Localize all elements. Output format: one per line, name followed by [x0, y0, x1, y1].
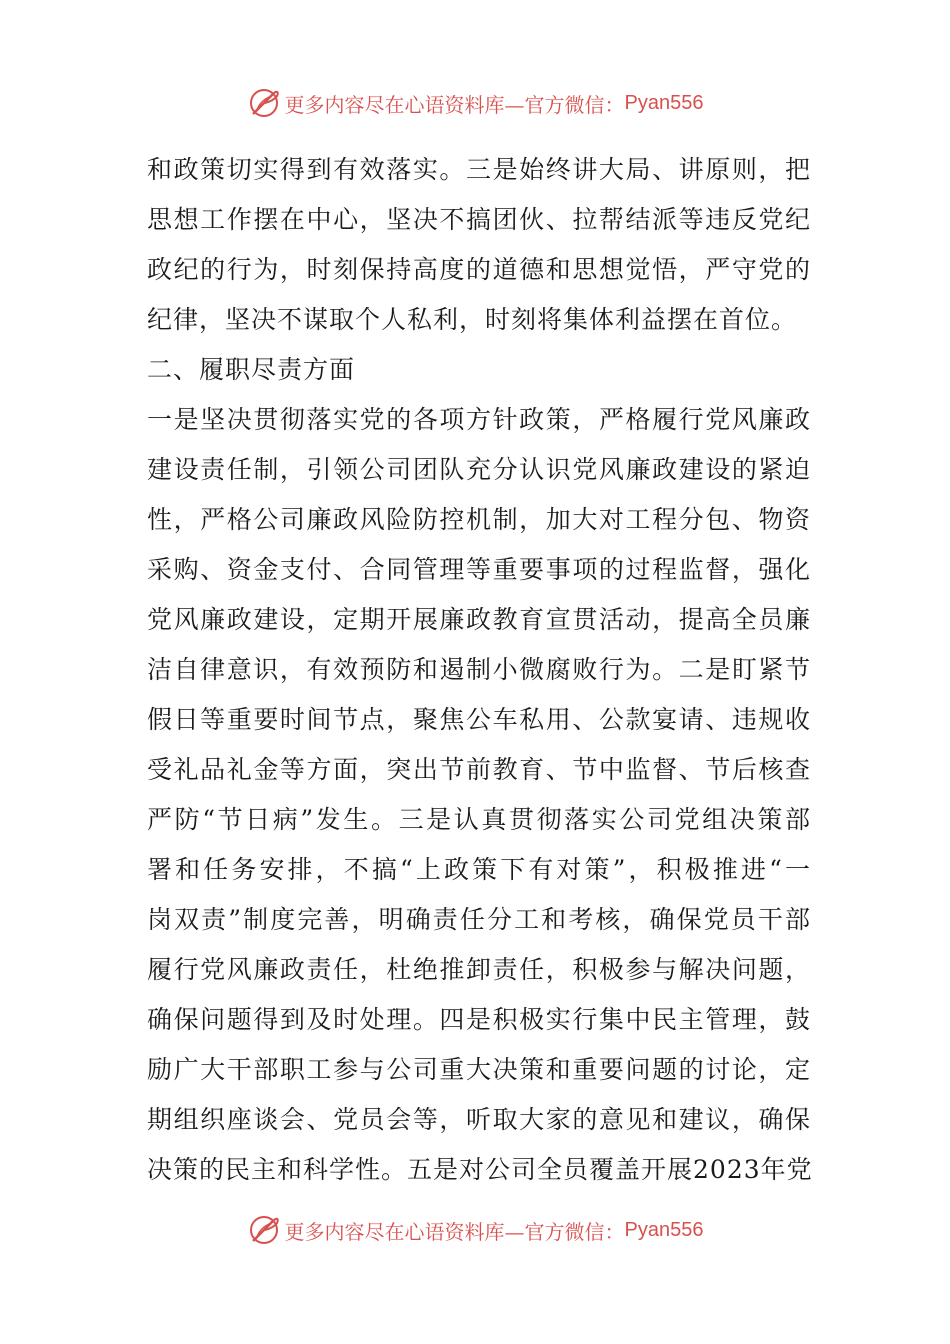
quill-logo-icon: [247, 1213, 281, 1247]
text-line: 政纪的行为，时刻保持高度的道德和思想觉悟，严守党的: [147, 255, 811, 284]
text-line: 期组织座谈会、党员会等，听取大家的意见和建议，确保: [147, 1105, 811, 1134]
text-line: 一是坚决贯彻落实党的各项方针政策，严格履行党风廉政: [147, 405, 811, 434]
text-line: 性，严格公司廉政风险防控机制，加大对工程分包、物资: [147, 505, 811, 534]
text-line: 采购、资金支付、合同管理等重要事项的过程监督，强化: [147, 555, 811, 584]
watermark-text: 更多内容尽在心语资料库—官方微信：: [284, 92, 625, 117]
text-line: 建设责任制，引领公司团队充分认识党风廉政建设的紧迫: [147, 455, 811, 484]
text-line: 严防“节日病”发生。三是认真贯彻落实公司党组决策部: [147, 805, 811, 834]
text-line: 和政策切实得到有效落实。三是始终讲大局、讲原则，把: [147, 155, 811, 184]
text-line: 岗双责”制度完善，明确责任分工和考核，确保党员干部: [147, 905, 811, 934]
text-line: 署和任务安排，不搞“上政策下有对策”，积极推进“一: [147, 855, 811, 884]
watermark-header: [0, 83, 950, 123]
text-line: 洁自律意识，有效预防和遏制小微腐败行为。二是盯紧节: [147, 655, 811, 684]
text-line: 履行党风廉政责任，杜绝推卸责任，积极参与解决问题，: [147, 955, 811, 984]
text-line: 受礼品礼金等方面，突出节前教育、节中监督、节后核查: [147, 755, 811, 784]
section-heading: 二、履职尽责方面: [147, 355, 356, 384]
text-line: 励广大干部职工参与公司重大决策和重要问题的讨论，定: [147, 1055, 811, 1084]
watermark-wechat-id: Pyan556: [624, 91, 704, 114]
text-line: 纪律，坚决不谋取个人私利，时刻将集体利益摆在首位。: [147, 305, 798, 334]
text-line: 思想工作摆在中心，坚决不搞团伙、拉帮结派等违反党纪: [147, 205, 811, 234]
text-line: 党风廉政建设，定期开展廉政教育宣贯活动，提高全员廉: [147, 605, 811, 634]
watermark-wechat-id: Pyan556: [624, 1218, 704, 1241]
watermark-text: 更多内容尽在心语资料库—官方微信：: [284, 1219, 625, 1244]
quill-logo-icon: [247, 86, 281, 120]
text-line: 假日等重要时间节点，聚焦公车私用、公款宴请、违规收: [147, 705, 811, 734]
watermark-footer: [0, 1210, 950, 1250]
text-line: 确保问题得到及时处理。四是积极实行集中民主管理，鼓: [147, 1005, 811, 1034]
document-body: [147, 145, 811, 1195]
text-line: 决策的民主和科学性。五是对公司全员覆盖开展2023年党: [147, 1155, 813, 1184]
